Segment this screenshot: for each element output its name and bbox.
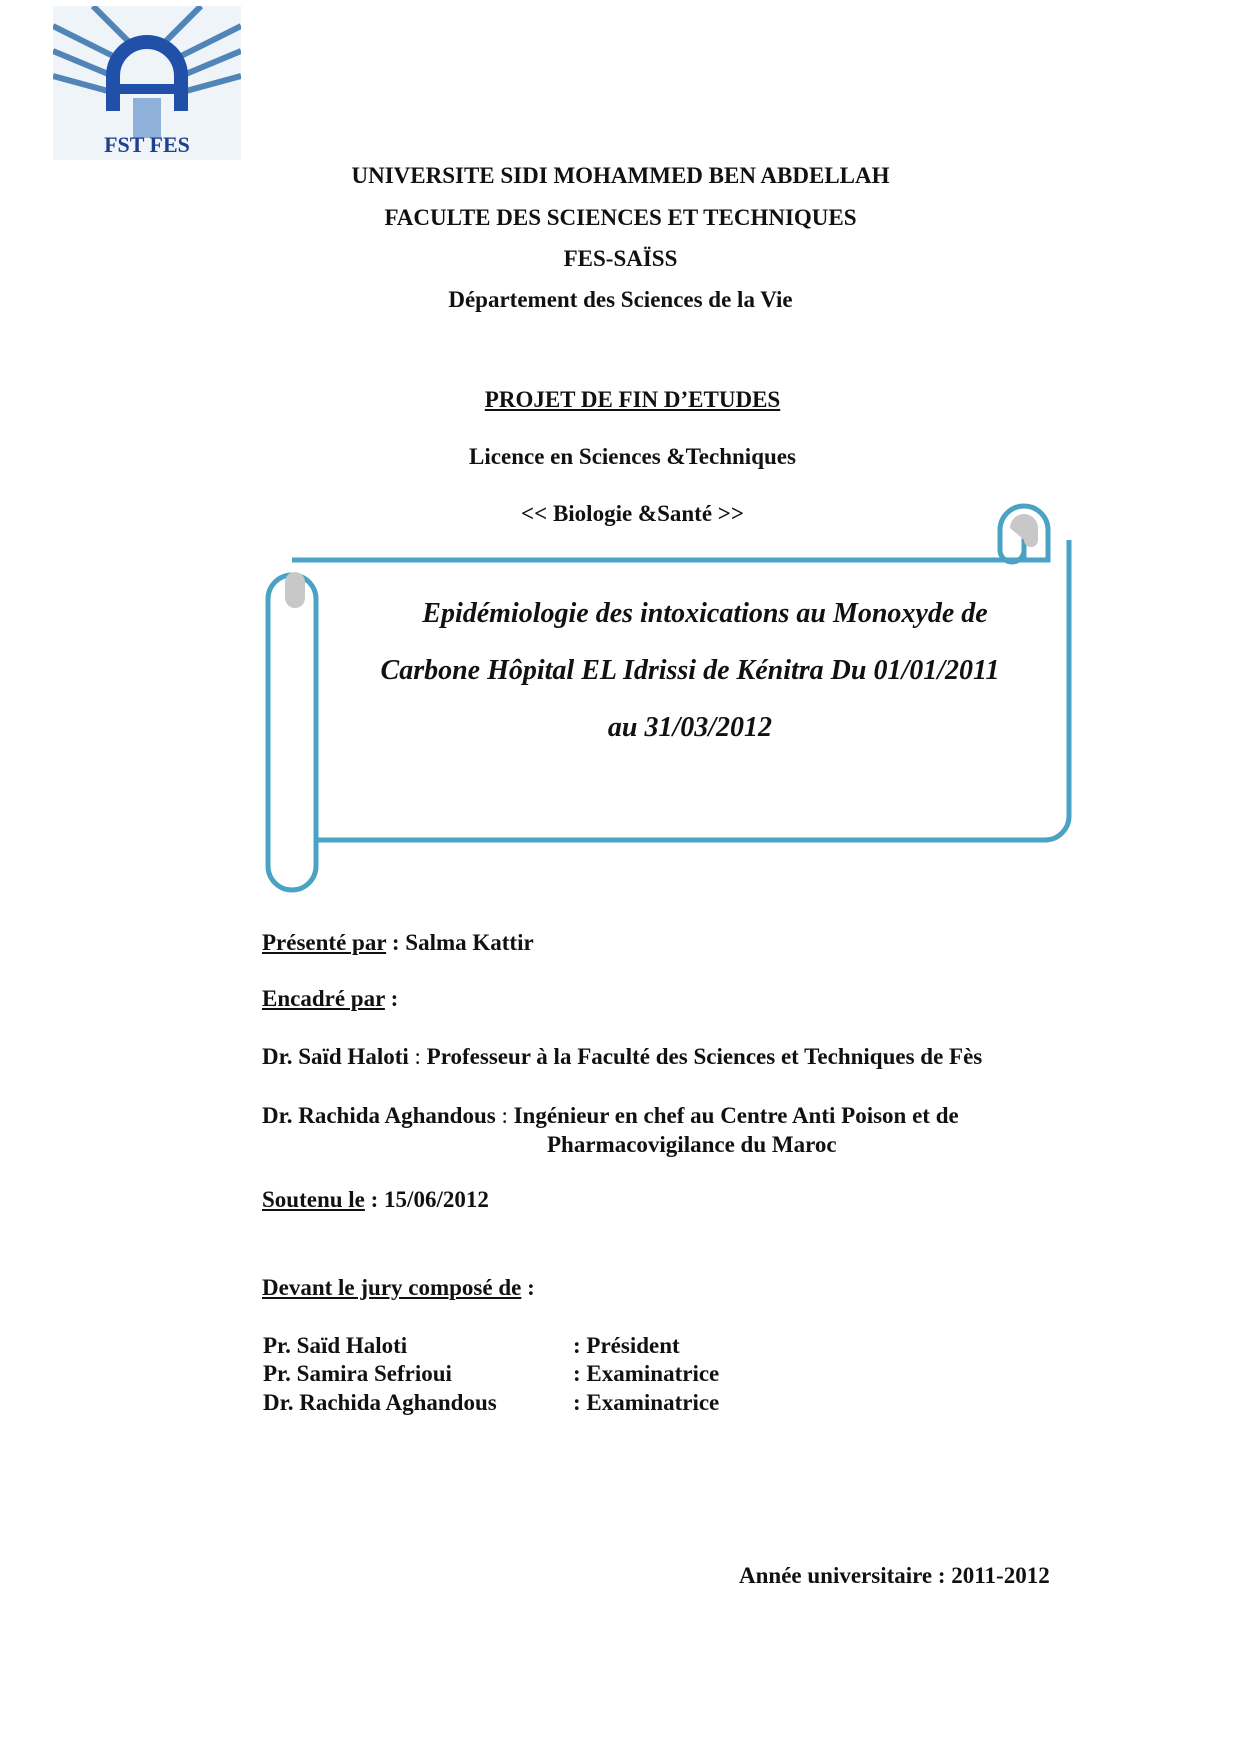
academic-year: Année universitaire : 2011-2012 bbox=[739, 1563, 1050, 1588]
jury-member-role: : Examinatrice bbox=[573, 1361, 720, 1386]
supervisor-role: Professeur à la Faculté des Sciences et Techniques de Fès bbox=[426, 1044, 983, 1069]
project-heading: PROJET DE FIN D’ETUDES bbox=[484, 387, 781, 412]
specialty: << Biologie &Santé >> bbox=[520, 501, 744, 526]
jury-label: Devant le jury composé de bbox=[262, 1275, 522, 1300]
jury-member-role: : Président bbox=[573, 1333, 680, 1358]
svg-text:FST FES: FST FES bbox=[104, 132, 190, 157]
jury-member-role: : Examinatrice bbox=[573, 1390, 720, 1415]
supervisor-2-role-cont: Pharmacovigilance du Maroc bbox=[547, 1132, 837, 1157]
defended-label: Soutenu le bbox=[262, 1187, 365, 1212]
jury-heading bbox=[262, 1274, 535, 1302]
jury-member-name: Pr. Saïd Haloti bbox=[263, 1333, 408, 1358]
supervisor-name: Dr. Saïd Haloti bbox=[262, 1044, 409, 1069]
defended-on bbox=[262, 1186, 489, 1214]
presented-value: : Salma Kattir bbox=[386, 930, 534, 955]
presented-by bbox=[262, 929, 534, 957]
thesis-title-line-1: Epidémiologie des intoxications au Monoxyde de bbox=[422, 598, 988, 629]
separator: : bbox=[408, 1044, 427, 1069]
thesis-title-line-3: au 31/03/2012 bbox=[607, 712, 773, 743]
thesis-title bbox=[330, 585, 1050, 756]
jury-member-name: Pr. Samira Sefrioui bbox=[263, 1361, 452, 1386]
university-name: UNIVERSITE SIDI MOHAMMED BEN ABDELLAH bbox=[351, 163, 890, 188]
city: FES-SAÏSS bbox=[563, 246, 678, 271]
department: Département des Sciences de la Vie bbox=[448, 287, 793, 312]
jury-member-name: Dr. Rachida Aghandous bbox=[263, 1390, 497, 1415]
supervisor-1 bbox=[262, 1043, 982, 1071]
supervisor-role: Ingénieur en chef au Centre Anti Poison et de bbox=[513, 1103, 959, 1128]
thesis-title-line-2: Carbone Hôpital EL Idrissi de Kénitra Du 01/01/2011 bbox=[380, 655, 1000, 686]
separator: : bbox=[495, 1103, 514, 1128]
degree: Licence en Sciences &Techniques bbox=[469, 444, 796, 469]
faculty-name: FACULTE DES SCIENCES ET TECHNIQUES bbox=[384, 205, 857, 230]
supervised-label: Encadré par bbox=[262, 986, 385, 1011]
presented-label: Présenté par bbox=[262, 930, 387, 955]
jury-value: : bbox=[521, 1275, 535, 1300]
defended-value: : 15/06/2012 bbox=[364, 1187, 489, 1212]
supervised-by bbox=[262, 985, 398, 1013]
supervised-value: : bbox=[384, 986, 399, 1011]
supervisor-name: Dr. Rachida Aghandous bbox=[262, 1103, 496, 1128]
supervisor-2 bbox=[262, 1102, 959, 1130]
